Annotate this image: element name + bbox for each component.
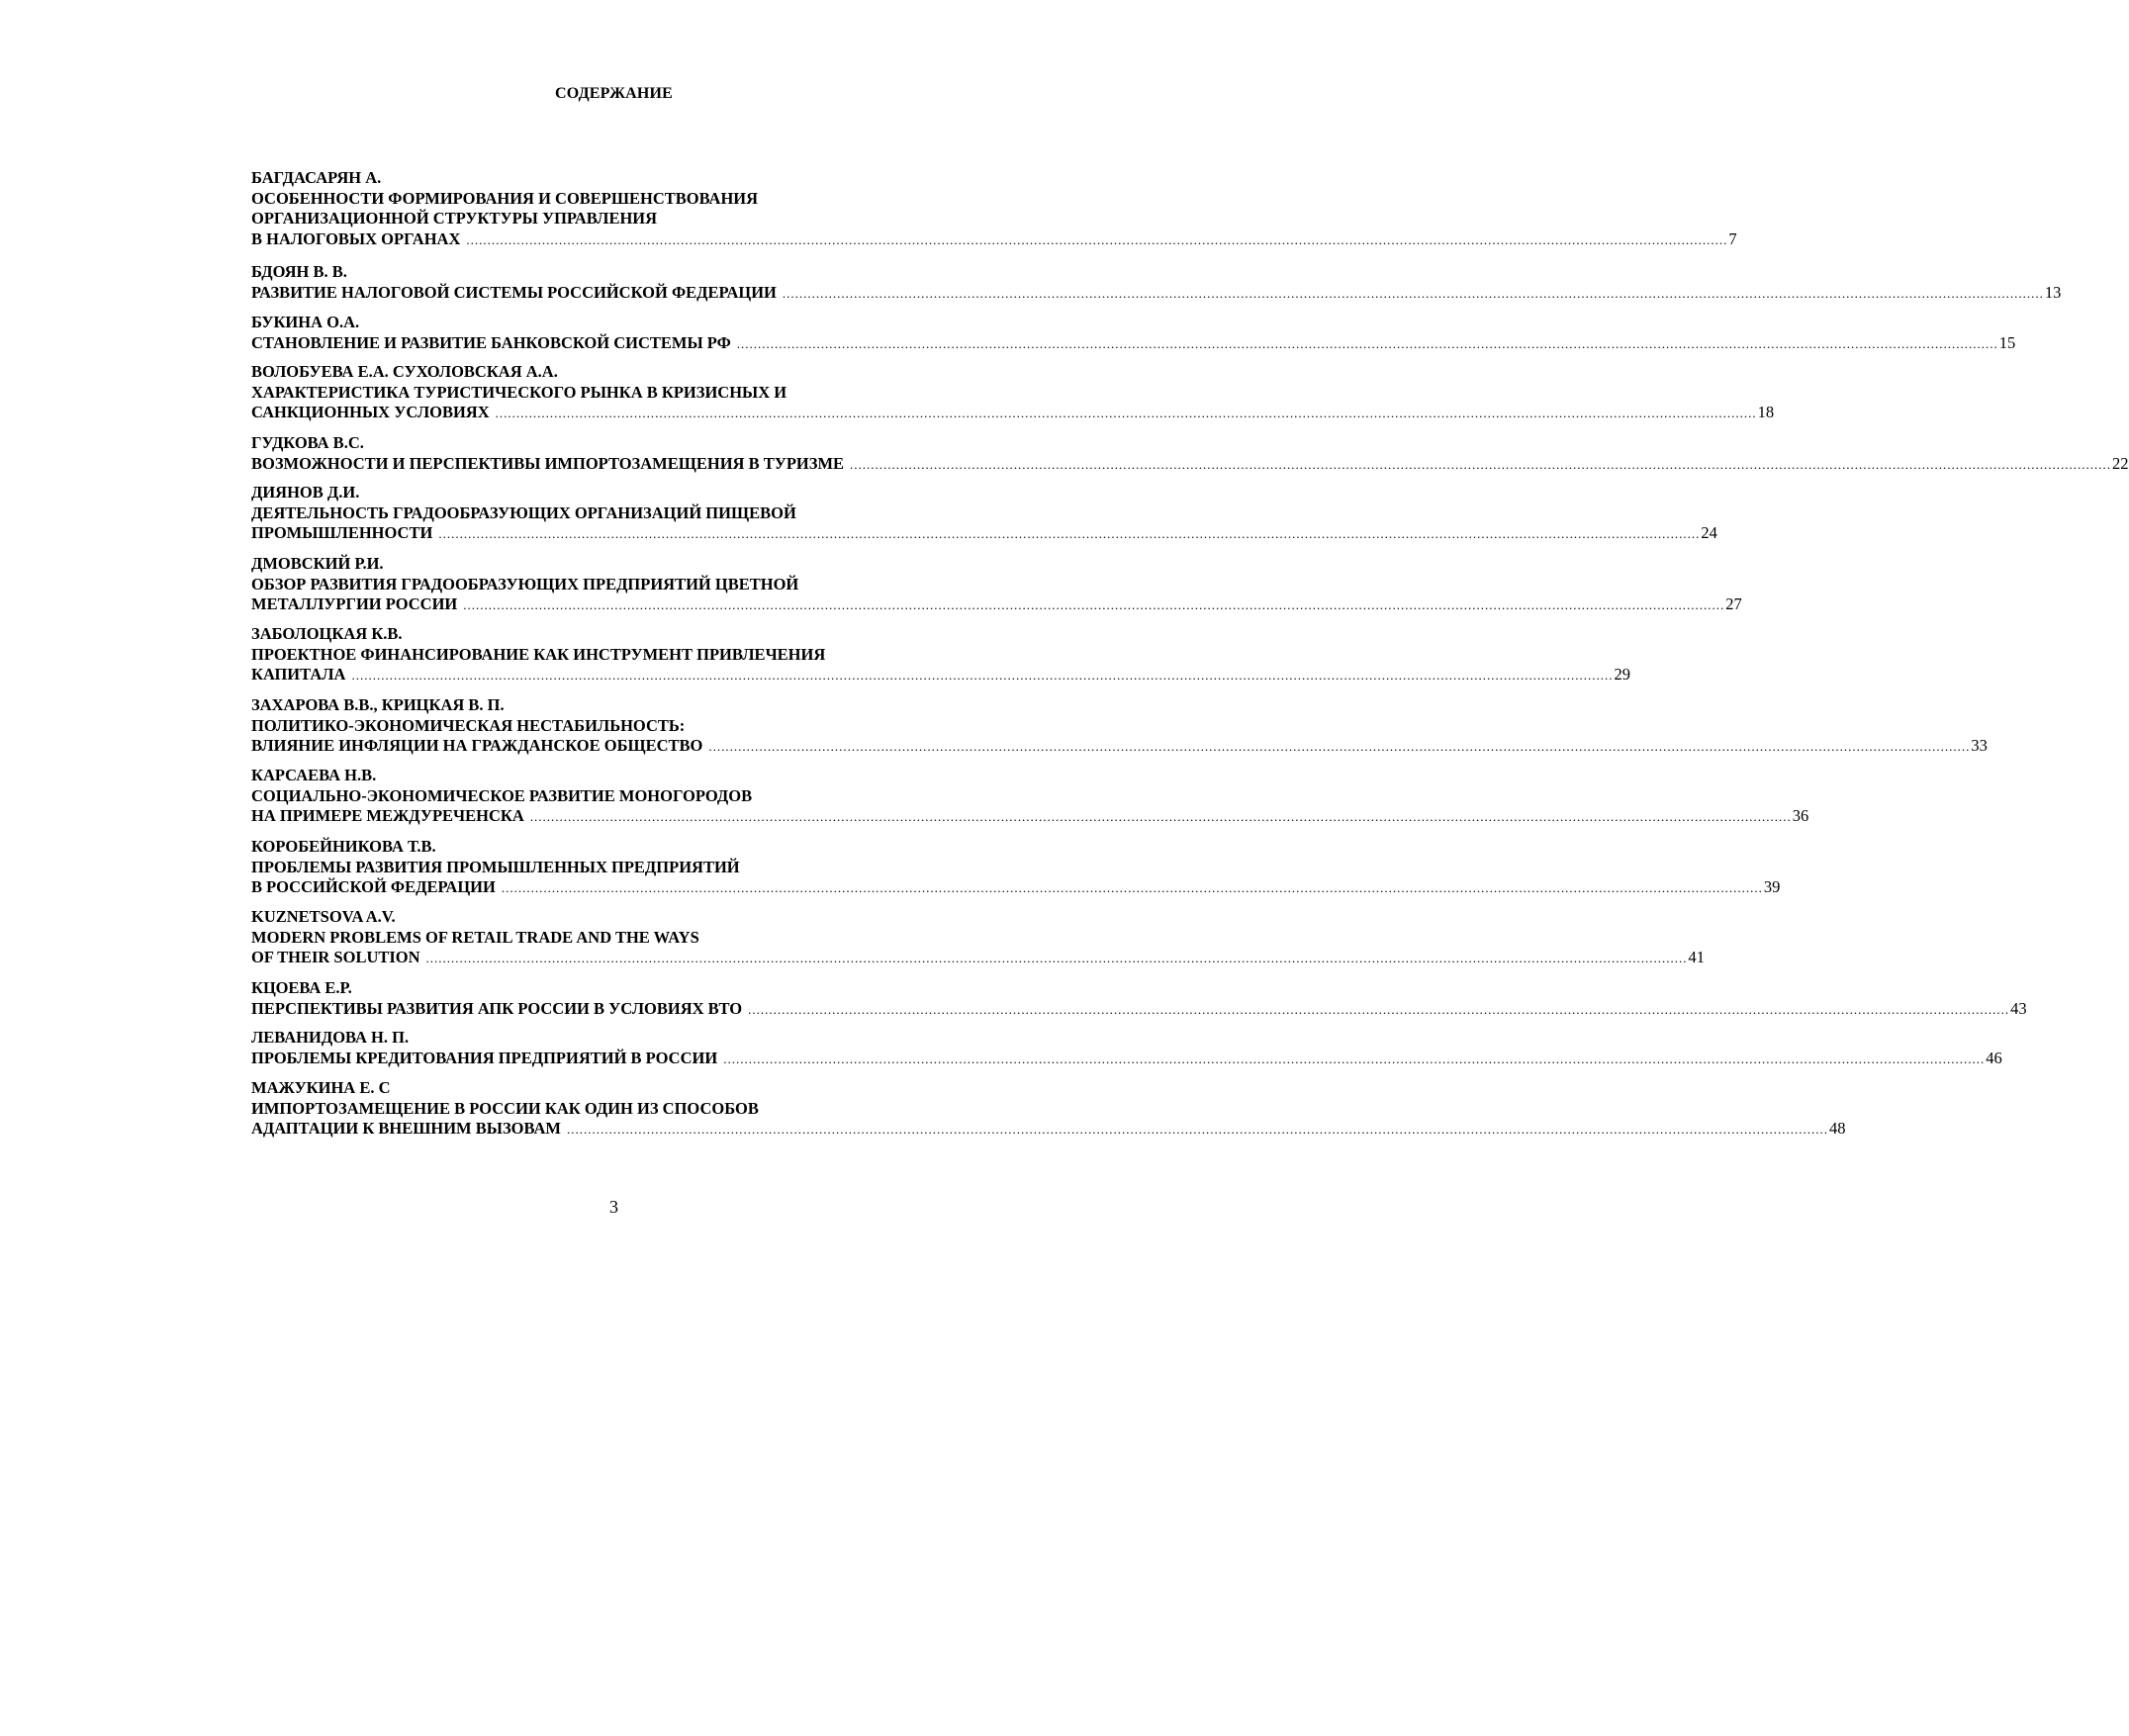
toc-entry-title-text: В НАЛОГОВЫХ ОРГАНАХ <box>251 228 461 248</box>
toc-entry-title-text: ВЛИЯНИЕ ИНФЛЯЦИИ НА ГРАЖДАНСКОЕ ОБЩЕСТВО <box>251 736 703 755</box>
toc-entry-page: 33 <box>1971 736 1988 755</box>
toc-entry-author: ЗАХАРОВА В.В., КРИЦКАЯ В. П. <box>251 695 505 714</box>
toc-entry <box>251 907 1706 969</box>
toc-entry-title-line: ОБЗОР РАЗВИТИЯ ГРАДООБРАЗУЮЩИХ ПРЕДПРИЯТИЙ ЦВЕТНОЙ <box>251 574 799 594</box>
toc-entry-page: 7 <box>1728 228 1737 248</box>
toc-entry-title-line <box>251 806 1809 828</box>
dot-leader: ............................................................................................................................................................................................................................................................................................................ <box>782 285 2044 301</box>
toc-entry <box>251 313 2016 354</box>
toc-entry <box>251 1078 1846 1141</box>
toc-entry-page: 46 <box>1986 1048 2002 1067</box>
toc-entry-title-line: ИМПОРТОЗАМЕЩЕНИЕ В РОССИИ КАК ОДИН ИЗ СПОСОБОВ <box>251 1098 759 1118</box>
toc-entry-title-line <box>251 332 2016 355</box>
toc-entry-title-line <box>251 736 1988 758</box>
toc-entry-title-line: ОСОБЕННОСТИ ФОРМИРОВАНИЯ И СОВЕРШЕНСТВОВАНИЯ <box>251 188 759 208</box>
toc-entry-title-line <box>251 453 2129 476</box>
toc-entry-title-text: НА ПРИМЕРЕ МЕЖДУРЕЧЕНСКА <box>251 806 524 825</box>
toc-entry-title-line <box>251 998 2027 1021</box>
toc-entry-page: 27 <box>1725 594 1742 613</box>
toc-entry-title-line: ПРОБЛЕМЫ РАЗВИТИЯ ПРОМЫШЛЕННЫХ ПРЕДПРИЯТИЙ <box>251 857 740 876</box>
dot-leader: ............................................................................................................................................................................................................................................................................................................ <box>708 739 1971 754</box>
dot-leader: ............................................................................................................................................................................................................................................................................................................ <box>438 526 1701 541</box>
toc-entry-page: 24 <box>1701 523 1717 542</box>
toc-entry-page: 18 <box>1757 403 1775 421</box>
toc-entry <box>251 978 2027 1020</box>
dot-leader: ............................................................................................................................................................................................................................................................................................................ <box>425 951 1688 965</box>
toc-entry <box>251 262 2062 304</box>
toc-entry-author: КЦОЕВА Е.Р. <box>251 978 352 997</box>
toc-entry-page: 36 <box>1792 806 1809 825</box>
toc-entry-title-text: МЕТАЛЛУРГИИ РОССИИ <box>251 594 458 613</box>
toc-entry-title-line <box>251 665 1630 686</box>
toc-entry-title-text: РАЗВИТИЕ НАЛОГОВОЙ СИСТЕМЫ РОССИЙСКОЙ ФЕДЕРАЦИИ <box>251 282 777 302</box>
toc-entry-author: КОРОБЕЙНИКОВА Т.В. <box>251 837 436 856</box>
toc-entry-title-line <box>251 523 1717 545</box>
toc-entry-page: 39 <box>1763 877 1781 896</box>
dot-leader: ............................................................................................................................................................................................................................................................................................................ <box>463 597 1725 612</box>
toc-entry-author: ВОЛОБУЕВА Е.А. СУХОЛОВСКАЯ А.А. <box>251 362 558 381</box>
toc-entry-author: БАГДАСАРЯН А. <box>251 168 382 187</box>
dot-leader: ............................................................................................................................................................................................................................................................................................................ <box>501 880 1763 895</box>
toc-entry-title-text: ВОЗМОЖНОСТИ И ПЕРСПЕКТИВЫ ИМПОРТОЗАМЕЩЕНИЯ В ТУРИЗМЕ <box>251 453 845 473</box>
toc-entry-title-text: КАПИТАЛА <box>251 665 346 684</box>
toc-entry-author: МАЖУКИНА Е. С <box>251 1078 391 1097</box>
dot-leader: ............................................................................................................................................................................................................................................................................................................ <box>351 668 1614 683</box>
toc-entry-page: 15 <box>1998 332 2016 352</box>
page-title: СОДЕРЖАНИЕ <box>554 85 674 102</box>
toc-entry-title-line <box>251 228 1737 251</box>
toc-entry-title-line: ДЕЯТЕЛЬНОСТЬ ГРАДООБРАЗУЮЩИХ ОРГАНИЗАЦИЙ ПИЩЕВОЙ <box>251 503 796 522</box>
toc-entry-author: ДИЯНОВ Д.И. <box>251 483 360 502</box>
toc-entry <box>251 766 1809 828</box>
toc-entry-title-text: OF THEIR SOLUTION <box>251 948 420 966</box>
toc-entry-title-text: ПРОБЛЕМЫ КРЕДИТОВАНИЯ ПРЕДПРИЯТИЙ В РОССИИ <box>251 1048 718 1067</box>
toc-entry-page: 48 <box>1828 1119 1846 1138</box>
toc-entry-author: ЗАБОЛОЦКАЯ К.В. <box>251 624 403 643</box>
toc-entry-title-text: ПРОМЫШЛЕННОСТИ <box>251 523 433 542</box>
toc-entry-title-text: ПЕРСПЕКТИВЫ РАЗВИТИЯ АПК РОССИИ В УСЛОВИЯХ ВТО <box>251 998 743 1018</box>
toc-entry-page: 29 <box>1614 665 1630 684</box>
toc-entry <box>251 554 1742 616</box>
dot-leader: ............................................................................................................................................................................................................................................................................................................ <box>748 1001 2010 1017</box>
dot-leader: ............................................................................................................................................................................................................................................................................................................ <box>529 809 1792 824</box>
dot-leader: ............................................................................................................................................................................................................................................................................................................ <box>736 335 1998 351</box>
toc-entry <box>251 1028 2002 1069</box>
toc-entry-author: ЛЕВАНИДОВА Н. П. <box>251 1028 410 1047</box>
toc-entry <box>251 483 1717 545</box>
toc-entry-title-line <box>251 403 1775 424</box>
toc-entry <box>251 433 2129 475</box>
toc-entry <box>251 624 1630 686</box>
toc-entry-page: 41 <box>1688 948 1706 966</box>
toc-entry-title-text: САНКЦИОННЫХ УСЛОВИЯХ <box>251 403 490 421</box>
toc-entry-title-line: ПРОЕКТНОЕ ФИНАНСИРОВАНИЕ КАК ИНСТРУМЕНТ ПРИВЛЕЧЕНИЯ <box>251 644 826 664</box>
toc-entry-page: 13 <box>2044 282 2062 302</box>
dot-leader: ............................................................................................................................................................................................................................................................................................................ <box>566 1122 1828 1137</box>
toc-entry-author: БУКИНА О.А. <box>251 313 360 331</box>
toc-entry-title-line: MODERN PROBLEMS OF RETAIL TRADE AND THE WAYS <box>251 927 699 947</box>
toc-entry-title-text: СТАНОВЛЕНИЕ И РАЗВИТИЕ БАНКОВСКОЙ СИСТЕМЫ РФ <box>251 332 731 352</box>
toc-entry-title-line: ПОЛИТИКО-ЭКОНОМИЧЕСКАЯ НЕСТАБИЛЬНОСТЬ: <box>251 715 686 735</box>
toc-entry <box>251 837 1781 899</box>
toc-entry-title-line <box>251 594 1742 616</box>
toc-entry-author: БДОЯН В. В. <box>251 262 347 281</box>
dot-leader: ............................................................................................................................................................................................................................................................................................................ <box>723 1051 1986 1066</box>
toc-entry-title-line: ХАРАКТЕРИСТИКА ТУРИСТИЧЕСКОГО РЫНКА В КРИЗИСНЫХ И <box>251 382 787 402</box>
toc-entry-title-line <box>251 948 1706 969</box>
toc-entry-page: 22 <box>2112 453 2129 473</box>
dot-leader: ............................................................................................................................................................................................................................................................................................................ <box>495 406 1757 420</box>
toc-entry-title-line <box>251 1048 2002 1070</box>
page-number: 3 <box>609 1197 618 1217</box>
toc-entry-title-line <box>251 1119 1846 1141</box>
dot-leader: ............................................................................................................................................................................................................................................................................................................ <box>466 231 1728 247</box>
toc-entry-author: ГУДКОВА В.С. <box>251 433 364 452</box>
toc-entry <box>251 362 1775 424</box>
toc-entry-title-line: СОЦИАЛЬНО-ЭКОНОМИЧЕСКОЕ РАЗВИТИЕ МОНОГОРОДОВ <box>251 785 753 805</box>
toc-entry <box>251 695 1988 758</box>
toc-entry-title-line <box>251 282 2062 305</box>
toc-entry-title-text: АДАПТАЦИИ К ВНЕШНИМ ВЫЗОВАМ <box>251 1119 561 1138</box>
toc-entry-title-line <box>251 877 1781 899</box>
toc-entry-author: KUZNETSOVA A.V. <box>251 907 396 926</box>
toc-entry <box>251 168 1737 250</box>
toc-entry-page: 43 <box>2010 998 2027 1018</box>
toc-entry-author: КАРСАЕВА Н.В. <box>251 766 377 784</box>
toc-entry-title-line: ОРГАНИЗАЦИОННОЙ СТРУКТУРЫ УПРАВЛЕНИЯ <box>251 209 658 228</box>
toc-entry-author: ДМОВСКИЙ Р.И. <box>251 554 384 573</box>
toc-entry-title-text: В РОССИЙСКОЙ ФЕДЕРАЦИИ <box>251 877 496 896</box>
dot-leader: ............................................................................................................................................................................................................................................................................................................ <box>850 456 2112 472</box>
